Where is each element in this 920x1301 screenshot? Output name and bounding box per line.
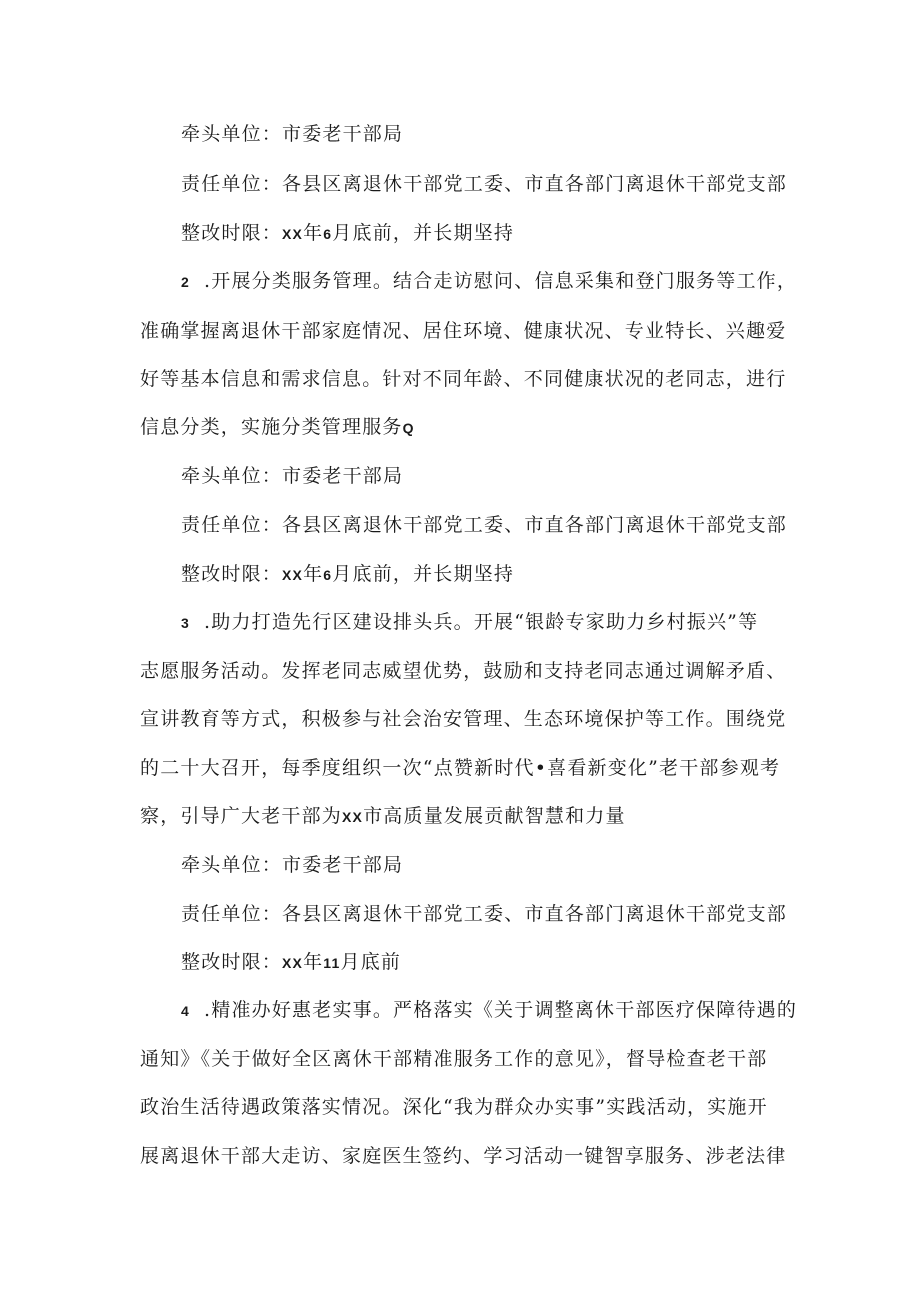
item-2-line-2: 准确掌握离退休干部家庭情况、居住环境、健康状况、专业特长、兴趣爱 bbox=[140, 320, 787, 342]
responsible-unit-line: 责任单位：各县区离退休干部党工委、市直各部门离退休干部党支部 bbox=[181, 173, 788, 195]
deadline-line: 整改时限：XX年6月底前，并长期坚持 bbox=[181, 222, 515, 244]
item-2-line-4: 信息分类，实施分类管理服务Q bbox=[140, 416, 415, 438]
lead-unit-line: 牵头单位：市委老干部局 bbox=[181, 465, 404, 487]
item-3-line-1: 3 .助力打造先行区建设排头兵。开展“银龄专家助力乡村振兴”等 bbox=[181, 609, 758, 635]
item-4-line-1: 4 .精准办好惠老实事。严格落实《关于调整离休干部医疗保障待遇的 bbox=[181, 997, 797, 1023]
item-number: 3 bbox=[181, 615, 190, 631]
item-number: 2 bbox=[181, 274, 190, 290]
item-number: 4 bbox=[181, 1003, 190, 1019]
item-3-line-4: 的二十大召开，每季度组织一次“点赞新时代•喜看新变化”老干部参观考 bbox=[140, 757, 781, 779]
deadline-line: 整改时限：XX年11月底前 bbox=[181, 951, 402, 973]
item-3-line-5: 察，引导广大老干部为XX市高质量发展贡献智慧和力量 bbox=[140, 805, 626, 827]
item-3-line-3: 宣讲教育等方式，积极参与社会治安管理、生态环境保护等工作。围绕党 bbox=[140, 708, 787, 730]
lead-unit-line: 牵头单位：市委老干部局 bbox=[181, 854, 404, 876]
lead-unit-line: 牵头单位：市委老干部局 bbox=[181, 123, 404, 145]
item-2-line-3: 好等基本信息和需求信息。针对不同年龄、不同健康状况的老同志，进行 bbox=[140, 368, 787, 390]
responsible-unit-line: 责任单位：各县区离退休干部党工委、市直各部门离退休干部党支部 bbox=[181, 903, 788, 925]
deadline-line: 整改时限：XX年6月底前，并长期坚持 bbox=[181, 563, 515, 585]
item-4-line-2: 通知》《关于做好全区离休干部精准服务工作的意见》，督导检查老干部 bbox=[140, 1048, 768, 1070]
responsible-unit-line: 责任单位：各县区离退休干部党工委、市直各部门离退休干部党支部 bbox=[181, 514, 788, 536]
item-2-line-1: 2 .开展分类服务管理。结合走访慰问、信息采集和登门服务等工作， bbox=[181, 268, 797, 294]
item-4-line-3: 政治生活待遇政策落实情况。深化“我为群众办实事”实践活动，实施开 bbox=[140, 1096, 768, 1118]
item-4-line-4: 展离退休干部大走访、家庭医生签约、学习活动一键智享服务、涉老法律 bbox=[140, 1145, 787, 1167]
item-3-line-2: 志愿服务活动。发挥老同志威望优势，鼓励和支持老同志通过调解矛盾、 bbox=[140, 660, 787, 682]
